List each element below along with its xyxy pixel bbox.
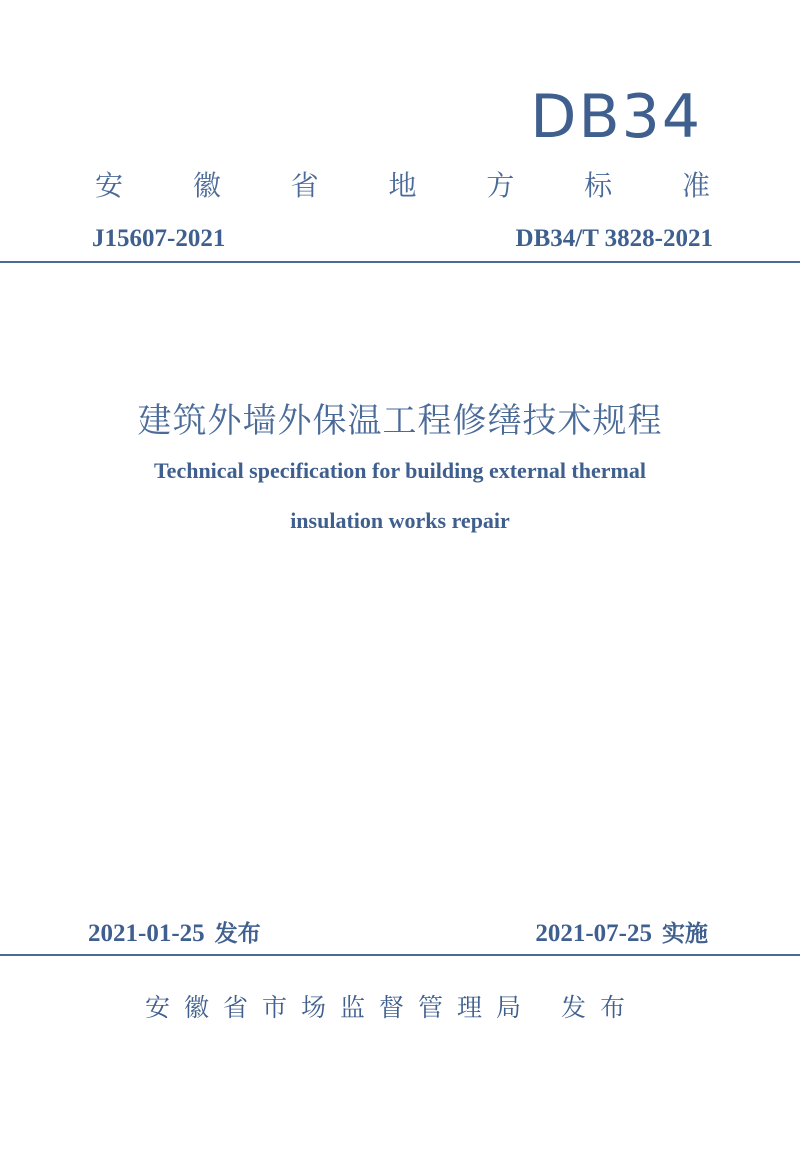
implement-date-block (535, 915, 708, 948)
document-title-zh: 建筑外墙外保温工程修缮技术规程 (137, 401, 663, 441)
record-number: J15607-2021 (92, 225, 226, 252)
standard-type-char: 地 (388, 169, 417, 202)
standard-type-char: 安 (95, 169, 124, 202)
issuer-line (145, 988, 655, 1024)
issue-label: 发布 (214, 921, 261, 947)
standard-number: DB34/T 3828-2021 (515, 225, 713, 252)
standard-type-heading (95, 164, 710, 204)
issue-date: 2021-01-25 (88, 920, 205, 947)
standard-type-char: 省 (290, 169, 319, 202)
issue-date-block (88, 915, 261, 948)
standard-type-char: 准 (681, 169, 710, 202)
footer-divider (0, 954, 800, 956)
standard-type-char: 标 (584, 169, 613, 202)
standard-type-char: 徽 (192, 169, 221, 202)
db34-logo: DB34 (530, 82, 702, 152)
issuer-name: 安徽省市场监督管理局 (145, 993, 536, 1022)
document-title-en-line1: Technical specification for building external thermal (154, 458, 646, 483)
implement-date: 2021-07-25 (535, 920, 652, 947)
header-divider (0, 261, 800, 263)
implement-label: 实施 (662, 921, 708, 947)
standard-type-char: 方 (486, 169, 515, 202)
issuer-action: 发布 (561, 993, 640, 1022)
document-title-en-line2: insulation works repair (290, 508, 510, 533)
